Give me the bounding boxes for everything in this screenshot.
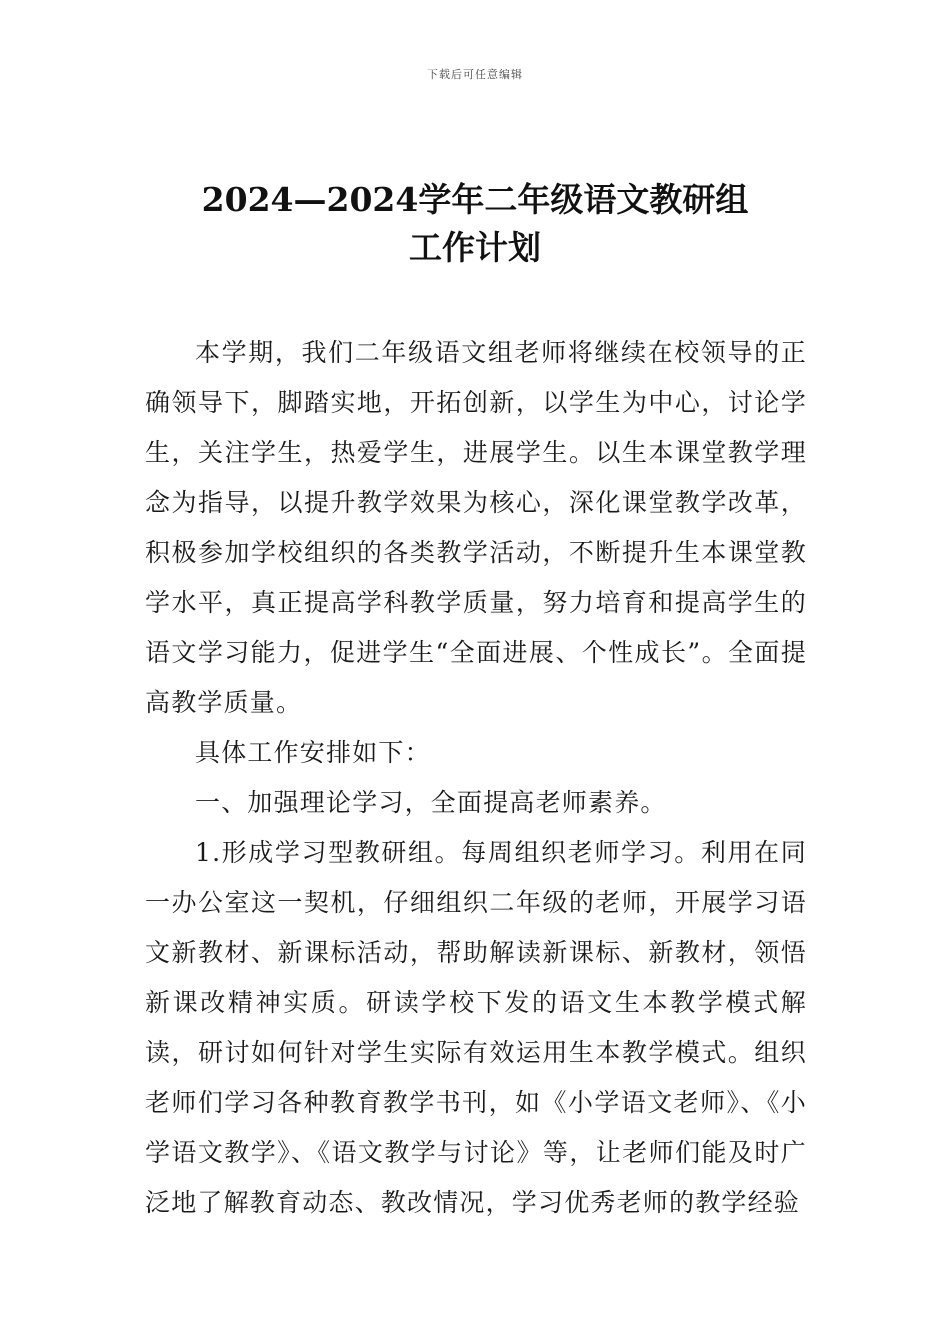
document-body [145, 328, 807, 1228]
section-heading-1: 一、加强理论学习，全面提高老师素养。 [195, 788, 667, 817]
paragraph-arrangement: 具体工作安排如下： [195, 738, 431, 767]
paragraph-intro: 本学期，我们二年级语文组老师将继续在校领导的正确领导下，脚踏实地，开拓创新，以学生为中心，讨论学生，关注学生，热爱学生，进展学生。以生本课堂教学理念为指导，以提升教学效果为核心，深化课堂教学改革，积极参加学校组织的各类教学活动，不断提升生本课堂教学水平，真正提高学科教学质量，努力培育和提高学生的语文学习能力，促进学生“全面进展、个性成长”。全面提高教学质量。 [145, 338, 807, 717]
header-note: 下载后可任意编辑 [427, 68, 523, 81]
paragraph-item-1: 1.形成学习型教研组。每周组织老师学习。利用在同一办公室这一契机，仔细组织二年级的老师，开展学习语文新教材、新课标活动，帮助解读新课标、新教材，领悟新课改精神实质。研读学校下发的语文生本教学模式解读，研讨如何针对学生实际有效运用生本教学模式。组织老师们学习各种教育教学书刊，如《小学语文老师》、《小学语文教学》、《语文教学与讨论》等，让老师们能及时广泛地了解教育动态、教改情况，学习优秀老师的教学经验 [145, 838, 807, 1217]
title-line-2: 工作计划 [409, 228, 541, 267]
document-title [0, 176, 950, 272]
title-line-1: 2024—2024学年二年级语文教研组 [201, 180, 749, 219]
